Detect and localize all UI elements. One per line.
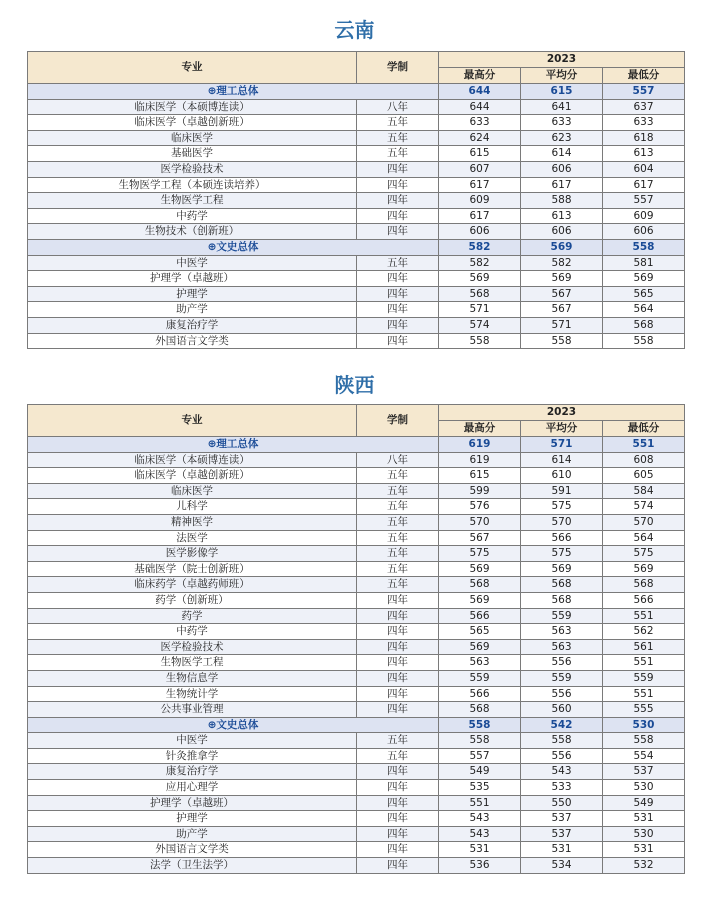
max-score-cell: 624 [439, 130, 521, 146]
score-table-yunnan [27, 51, 685, 349]
duration-cell: 四年 [357, 639, 439, 655]
duration-cell: 五年 [357, 733, 439, 749]
table-row [28, 670, 685, 686]
min-score-cell: 554 [603, 748, 685, 764]
table-row [28, 561, 685, 577]
major-cell: 中医学 [28, 733, 357, 749]
avg-score-cell: 550 [521, 795, 603, 811]
max-score-cell: 617 [439, 177, 521, 193]
avg-score-cell: 542 [521, 717, 603, 733]
duration-cell: 四年 [357, 302, 439, 318]
avg-score-cell: 558 [521, 733, 603, 749]
avg-score-cell: 591 [521, 483, 603, 499]
avg-score-cell: 582 [521, 255, 603, 271]
major-cell: 生物医学工程（本硕连读培养） [28, 177, 357, 193]
min-score-cell: 574 [603, 499, 685, 515]
avg-score-cell: 569 [521, 561, 603, 577]
table-row [28, 514, 685, 530]
max-score-cell: 563 [439, 655, 521, 671]
max-score-cell: 565 [439, 624, 521, 640]
major-cell: 法医学 [28, 530, 357, 546]
avg-score-cell: 567 [521, 302, 603, 318]
max-score-cell: 558 [439, 717, 521, 733]
table-row [28, 193, 685, 209]
min-score-cell: 584 [603, 483, 685, 499]
duration-cell: 四年 [357, 624, 439, 640]
major-cell: 临床医学（卓越创新班） [28, 115, 357, 131]
min-score-cell: 633 [603, 115, 685, 131]
group-label: ⊕文史总体 [28, 239, 439, 255]
avg-score-cell: 615 [521, 84, 603, 100]
avg-score-cell: 563 [521, 624, 603, 640]
table-row [28, 146, 685, 162]
max-score-cell: 575 [439, 546, 521, 562]
duration-cell: 八年 [357, 452, 439, 468]
avg-score-cell: 560 [521, 702, 603, 718]
min-score-cell: 551 [603, 655, 685, 671]
major-cell: 法学（卫生法学） [28, 858, 357, 874]
major-cell: 康复治疗学 [28, 764, 357, 780]
max-score-cell: 568 [439, 577, 521, 593]
major-cell: 临床医学（本硕博连读） [28, 452, 357, 468]
major-cell: 助产学 [28, 302, 357, 318]
table-row [28, 255, 685, 271]
avg-score-cell: 606 [521, 224, 603, 240]
table-row [28, 317, 685, 333]
table-row [28, 224, 685, 240]
min-score-cell: 569 [603, 561, 685, 577]
min-score-cell: 570 [603, 514, 685, 530]
table-row [28, 208, 685, 224]
duration-cell: 四年 [357, 177, 439, 193]
header-duration: 学制 [357, 52, 439, 84]
avg-score-cell: 575 [521, 546, 603, 562]
avg-score-cell: 606 [521, 161, 603, 177]
max-score-cell: 599 [439, 483, 521, 499]
max-score-cell: 633 [439, 115, 521, 131]
major-cell: 外国语言文学类 [28, 333, 357, 349]
avg-score-cell: 543 [521, 764, 603, 780]
table-row [28, 702, 685, 718]
avg-score-cell: 617 [521, 177, 603, 193]
duration-cell: 四年 [357, 858, 439, 874]
table-row [28, 624, 685, 640]
max-score-cell: 576 [439, 499, 521, 515]
major-cell: 生物技术（创新班） [28, 224, 357, 240]
table-row [28, 468, 685, 484]
max-score-cell: 582 [439, 255, 521, 271]
table-row [28, 115, 685, 131]
major-cell: 临床医学（本硕博连读） [28, 99, 357, 115]
major-cell: 护理学（卓越班） [28, 271, 357, 287]
min-score-cell: 568 [603, 577, 685, 593]
min-score-cell: 565 [603, 286, 685, 302]
min-score-cell: 551 [603, 437, 685, 453]
avg-score-cell: 641 [521, 99, 603, 115]
header-year: 2023 [439, 52, 685, 68]
max-score-cell: 551 [439, 795, 521, 811]
group-row [28, 437, 685, 453]
major-cell: 生物医学工程 [28, 193, 357, 209]
duration-cell: 五年 [357, 546, 439, 562]
table-row [28, 130, 685, 146]
group-row [28, 717, 685, 733]
max-score-cell: 535 [439, 780, 521, 796]
min-score-cell: 566 [603, 592, 685, 608]
min-score-cell: 537 [603, 764, 685, 780]
score-table-shaanxi [27, 404, 685, 874]
major-cell: 康复治疗学 [28, 317, 357, 333]
max-score-cell: 615 [439, 146, 521, 162]
duration-cell: 四年 [357, 702, 439, 718]
major-cell: 儿科学 [28, 499, 357, 515]
avg-score-cell: 567 [521, 286, 603, 302]
duration-cell: 五年 [357, 483, 439, 499]
table-row [28, 858, 685, 874]
avg-score-cell: 537 [521, 811, 603, 827]
min-score-cell: 530 [603, 826, 685, 842]
duration-cell: 四年 [357, 224, 439, 240]
major-cell: 生物统计学 [28, 686, 357, 702]
major-cell: 护理学（卓越班） [28, 795, 357, 811]
section-title-shaanxi: 陕西 [334, 373, 375, 397]
group-label: ⊕文史总体 [28, 717, 439, 733]
max-score-cell: 607 [439, 161, 521, 177]
max-score-cell: 566 [439, 608, 521, 624]
duration-cell: 五年 [357, 561, 439, 577]
min-score-cell: 609 [603, 208, 685, 224]
duration-cell: 八年 [357, 99, 439, 115]
avg-score-cell: 556 [521, 655, 603, 671]
min-score-cell: 605 [603, 468, 685, 484]
min-score-cell: 558 [603, 239, 685, 255]
max-score-cell: 617 [439, 208, 521, 224]
table-row [28, 99, 685, 115]
header-duration: 学制 [357, 405, 439, 437]
major-cell: 临床药学（卓越药师班） [28, 577, 357, 593]
table-row [28, 302, 685, 318]
table-row [28, 483, 685, 499]
major-cell: 护理学 [28, 811, 357, 827]
duration-cell: 四年 [357, 686, 439, 702]
max-score-cell: 569 [439, 592, 521, 608]
major-cell: 基础医学 [28, 146, 357, 162]
table-row [28, 655, 685, 671]
avg-score-cell: 571 [521, 437, 603, 453]
duration-cell: 四年 [357, 795, 439, 811]
table-row [28, 577, 685, 593]
max-score-cell: 543 [439, 811, 521, 827]
min-score-cell: 569 [603, 271, 685, 287]
group-label: ⊕理工总体 [28, 84, 439, 100]
avg-score-cell: 610 [521, 468, 603, 484]
duration-cell: 五年 [357, 255, 439, 271]
header-major: 专业 [28, 52, 357, 84]
duration-cell: 四年 [357, 161, 439, 177]
min-score-cell: 604 [603, 161, 685, 177]
max-score-cell: 619 [439, 437, 521, 453]
avg-score-cell: 558 [521, 333, 603, 349]
table-row [28, 686, 685, 702]
table-row [28, 286, 685, 302]
avg-score-cell: 575 [521, 499, 603, 515]
max-score-cell: 536 [439, 858, 521, 874]
min-score-cell: 608 [603, 452, 685, 468]
min-score-cell: 575 [603, 546, 685, 562]
avg-score-cell: 556 [521, 686, 603, 702]
min-score-cell: 530 [603, 717, 685, 733]
table-row [28, 161, 685, 177]
major-cell: 基础医学（院士创新班） [28, 561, 357, 577]
max-score-cell: 609 [439, 193, 521, 209]
min-score-cell: 531 [603, 811, 685, 827]
min-score-cell: 613 [603, 146, 685, 162]
max-score-cell: 571 [439, 302, 521, 318]
major-cell: 护理学 [28, 286, 357, 302]
avg-score-cell: 633 [521, 115, 603, 131]
major-cell: 医学检验技术 [28, 639, 357, 655]
min-score-cell: 564 [603, 530, 685, 546]
table-body [28, 437, 685, 874]
max-score-cell: 568 [439, 702, 521, 718]
max-score-cell: 619 [439, 452, 521, 468]
table-row [28, 639, 685, 655]
avg-score-cell: 570 [521, 514, 603, 530]
avg-score-cell: 537 [521, 826, 603, 842]
max-score-cell: 543 [439, 826, 521, 842]
avg-score-cell: 569 [521, 239, 603, 255]
max-score-cell: 644 [439, 84, 521, 100]
max-score-cell: 567 [439, 530, 521, 546]
duration-cell: 五年 [357, 130, 439, 146]
major-cell: 应用心理学 [28, 780, 357, 796]
group-label: ⊕理工总体 [28, 437, 439, 453]
table-row [28, 795, 685, 811]
max-score-cell: 582 [439, 239, 521, 255]
max-score-cell: 569 [439, 561, 521, 577]
duration-cell: 五年 [357, 577, 439, 593]
table-row [28, 764, 685, 780]
max-score-cell: 644 [439, 99, 521, 115]
duration-cell: 五年 [357, 530, 439, 546]
min-score-cell: 564 [603, 302, 685, 318]
duration-cell: 五年 [357, 499, 439, 515]
max-score-cell: 558 [439, 733, 521, 749]
min-score-cell: 549 [603, 795, 685, 811]
header-avg: 平均分 [521, 68, 603, 84]
major-cell: 医学影像学 [28, 546, 357, 562]
avg-score-cell: 556 [521, 748, 603, 764]
avg-score-cell: 613 [521, 208, 603, 224]
major-cell: 精神医学 [28, 514, 357, 530]
max-score-cell: 566 [439, 686, 521, 702]
major-cell: 公共事业管理 [28, 702, 357, 718]
min-score-cell: 637 [603, 99, 685, 115]
min-score-cell: 557 [603, 193, 685, 209]
min-score-cell: 532 [603, 858, 685, 874]
table-body [28, 84, 685, 349]
header-avg: 平均分 [521, 421, 603, 437]
duration-cell: 四年 [357, 842, 439, 858]
min-score-cell: 551 [603, 608, 685, 624]
max-score-cell: 557 [439, 748, 521, 764]
duration-cell: 四年 [357, 811, 439, 827]
avg-score-cell: 534 [521, 858, 603, 874]
min-score-cell: 530 [603, 780, 685, 796]
avg-score-cell: 568 [521, 592, 603, 608]
duration-cell: 四年 [357, 764, 439, 780]
table-row [28, 826, 685, 842]
min-score-cell: 568 [603, 317, 685, 333]
avg-score-cell: 559 [521, 608, 603, 624]
major-cell: 生物医学工程 [28, 655, 357, 671]
duration-cell: 四年 [357, 592, 439, 608]
major-cell: 针灸推拿学 [28, 748, 357, 764]
major-cell: 临床医学 [28, 483, 357, 499]
min-score-cell: 561 [603, 639, 685, 655]
min-score-cell: 551 [603, 686, 685, 702]
min-score-cell: 558 [603, 733, 685, 749]
duration-cell: 五年 [357, 514, 439, 530]
section-title-yunnan: 云南 [334, 18, 375, 42]
header-max: 最高分 [439, 68, 521, 84]
header-min: 最低分 [603, 68, 685, 84]
min-score-cell: 617 [603, 177, 685, 193]
duration-cell: 四年 [357, 333, 439, 349]
avg-score-cell: 614 [521, 146, 603, 162]
min-score-cell: 606 [603, 224, 685, 240]
table-row [28, 592, 685, 608]
avg-score-cell: 569 [521, 271, 603, 287]
table-row [28, 452, 685, 468]
duration-cell: 四年 [357, 670, 439, 686]
duration-cell: 四年 [357, 655, 439, 671]
min-score-cell: 618 [603, 130, 685, 146]
duration-cell: 四年 [357, 608, 439, 624]
min-score-cell: 581 [603, 255, 685, 271]
max-score-cell: 569 [439, 639, 521, 655]
major-cell: 医学检验技术 [28, 161, 357, 177]
major-cell: 临床医学（卓越创新班） [28, 468, 357, 484]
duration-cell: 四年 [357, 208, 439, 224]
table-row [28, 499, 685, 515]
table-row [28, 780, 685, 796]
max-score-cell: 570 [439, 514, 521, 530]
min-score-cell: 555 [603, 702, 685, 718]
max-score-cell: 568 [439, 286, 521, 302]
major-cell: 生物信息学 [28, 670, 357, 686]
min-score-cell: 557 [603, 84, 685, 100]
min-score-cell: 559 [603, 670, 685, 686]
duration-cell: 四年 [357, 271, 439, 287]
group-row [28, 84, 685, 100]
duration-cell: 五年 [357, 468, 439, 484]
header-year: 2023 [439, 405, 685, 421]
table-row [28, 842, 685, 858]
avg-score-cell: 533 [521, 780, 603, 796]
avg-score-cell: 568 [521, 577, 603, 593]
avg-score-cell: 566 [521, 530, 603, 546]
major-cell: 助产学 [28, 826, 357, 842]
major-cell: 药学（创新班） [28, 592, 357, 608]
duration-cell: 四年 [357, 193, 439, 209]
table-row [28, 811, 685, 827]
header-max: 最高分 [439, 421, 521, 437]
avg-score-cell: 588 [521, 193, 603, 209]
duration-cell: 五年 [357, 748, 439, 764]
avg-score-cell: 623 [521, 130, 603, 146]
max-score-cell: 615 [439, 468, 521, 484]
duration-cell: 五年 [357, 146, 439, 162]
duration-cell: 四年 [357, 317, 439, 333]
major-cell: 外国语言文学类 [28, 842, 357, 858]
major-cell: 临床医学 [28, 130, 357, 146]
avg-score-cell: 614 [521, 452, 603, 468]
header-major: 专业 [28, 405, 357, 437]
max-score-cell: 574 [439, 317, 521, 333]
min-score-cell: 558 [603, 333, 685, 349]
max-score-cell: 558 [439, 333, 521, 349]
duration-cell: 四年 [357, 780, 439, 796]
avg-score-cell: 531 [521, 842, 603, 858]
min-score-cell: 531 [603, 842, 685, 858]
header-min: 最低分 [603, 421, 685, 437]
max-score-cell: 549 [439, 764, 521, 780]
max-score-cell: 569 [439, 271, 521, 287]
min-score-cell: 562 [603, 624, 685, 640]
table-row [28, 530, 685, 546]
table-row [28, 177, 685, 193]
duration-cell: 五年 [357, 115, 439, 131]
max-score-cell: 559 [439, 670, 521, 686]
major-cell: 中医学 [28, 255, 357, 271]
avg-score-cell: 563 [521, 639, 603, 655]
max-score-cell: 531 [439, 842, 521, 858]
avg-score-cell: 571 [521, 317, 603, 333]
major-cell: 中药学 [28, 208, 357, 224]
duration-cell: 四年 [357, 826, 439, 842]
major-cell: 药学 [28, 608, 357, 624]
table-row [28, 608, 685, 624]
table-row [28, 546, 685, 562]
table-row [28, 271, 685, 287]
duration-cell: 四年 [357, 286, 439, 302]
major-cell: 中药学 [28, 624, 357, 640]
table-row [28, 333, 685, 349]
table-row [28, 748, 685, 764]
avg-score-cell: 559 [521, 670, 603, 686]
max-score-cell: 606 [439, 224, 521, 240]
group-row [28, 239, 685, 255]
table-row [28, 733, 685, 749]
